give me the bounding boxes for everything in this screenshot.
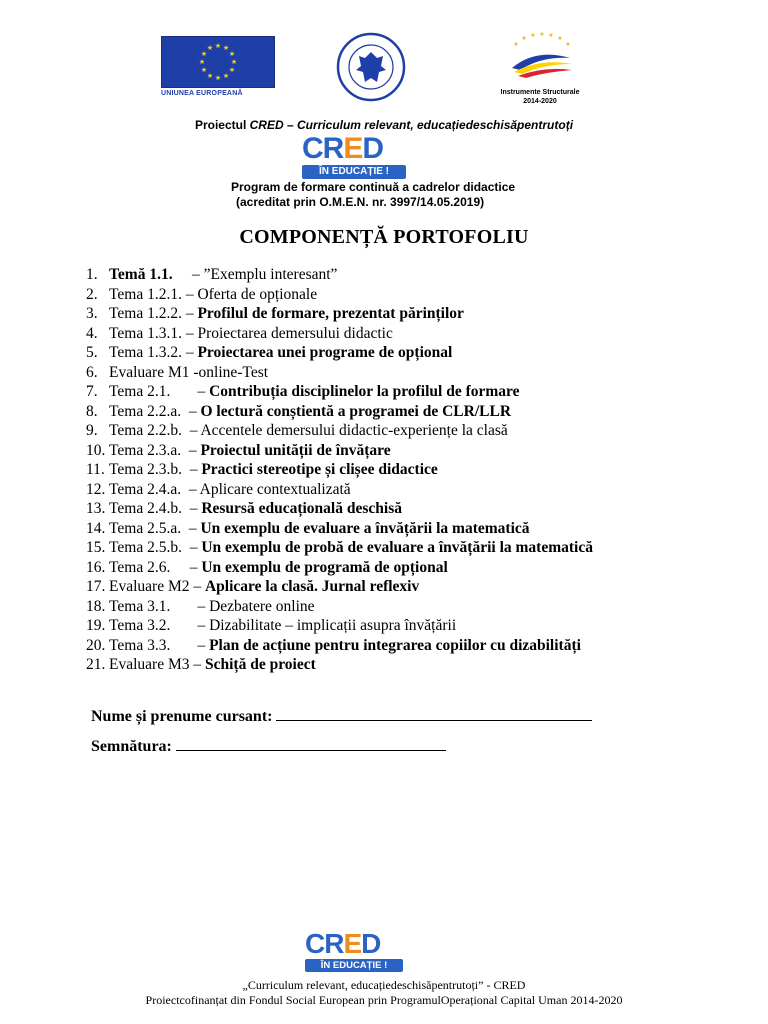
item-text: Practici stereotipe și clișee didactice [201,461,438,478]
name-field-label: Nume și prenume cursant: [91,708,277,725]
svg-text:★: ★ [228,50,236,58]
item-number: 5. [86,344,98,361]
item-number: 8. [86,402,98,420]
item-text: Un exemplu de evaluare a învățării la matematică [200,519,530,537]
item-text: Schiță de proiect [204,656,316,673]
item-code: Tema 2.3.a. [109,441,182,459]
name-field [91,706,592,726]
item-separator: – [189,578,205,595]
name-field-line[interactable] [276,706,592,721]
item-number: 6. [86,363,98,381]
footer-cred-logo-word: CRED [305,928,381,959]
item-text: Oferta de opționale [197,285,318,303]
item-code: Tema 1.2.2. [109,305,182,322]
item-code: Evaluare M2 [109,578,190,595]
item-text: Proiectarea demersului didactic [197,324,393,342]
item-separator: – [181,480,200,498]
item-separator: – [181,519,201,537]
item-separator: – [170,636,210,654]
item-number: 21. [86,656,106,673]
item-separator: – [170,558,202,576]
list-item [86,519,726,539]
list-item [86,655,726,675]
list-item [86,421,726,441]
signature-field [91,736,446,756]
item-separator: – [181,344,198,361]
item-number: 1. [86,266,98,283]
item-code: Tema 3.2. [109,617,171,634]
item-text: Dezbatere online [209,597,315,615]
eu-flag-icon [161,36,275,88]
list-item [86,285,726,305]
item-separator: – [181,305,198,322]
svg-text:★: ★ [200,66,208,74]
item-text: Aplicare la clasă. Jurnal reflexiv [204,578,420,595]
svg-text:★: ★ [548,32,554,39]
svg-text:★: ★ [214,74,222,82]
item-text: Accentele demersului didactic-experiențe la clasă [200,422,508,439]
item-separator: – [189,656,205,673]
svg-text:★: ★ [198,58,206,66]
item-number: 16. [86,558,106,576]
svg-text:★: ★ [539,31,545,38]
list-item [86,480,726,500]
item-code: Evaluare M3 [109,656,190,673]
item-separator: – [170,597,210,615]
svg-text:★: ★ [214,42,222,50]
item-text: Dizabilitate – implicații asupra învățării [209,617,457,634]
item-separator: – [181,402,201,420]
list-item [86,382,726,402]
item-number: 14. [86,519,106,537]
item-code: Tema 2.4.b. [109,500,182,517]
item-code: Tema 2.6. [109,558,171,576]
item-text: Plan de acțiune pentru integrarea copiilor cu dizabilități [209,636,581,654]
item-code: Tema 2.2.b. [109,422,182,439]
item-code: Evaluare M1 [109,363,190,381]
item-number: 18. [86,597,106,615]
item-code: Tema 2.3.b. [109,461,182,478]
list-item [86,597,726,617]
instruments-caption-line2: 2014-2020 [523,98,557,105]
svg-text:★: ★ [230,58,238,66]
svg-text:★: ★ [530,32,536,39]
footer-cred-logo-band: ÎN EDUCAȚIE ! [305,959,403,972]
item-text: Resursă educațională deschisă [201,500,402,517]
item-code: Tema 2.4.a. [109,480,182,498]
item-separator: – [170,383,210,400]
footer-cred-logo [305,930,405,974]
list-item [86,499,726,519]
item-code: Tema 3.1. [109,597,171,615]
item-number: 11. [86,461,105,478]
list-item [86,363,726,383]
item-number: 12. [86,480,106,498]
item-code: Tema 3.3. [109,636,171,654]
item-number: 2. [86,285,98,303]
portfolio-items-list [86,265,726,675]
list-item [86,402,726,422]
list-item [86,324,726,344]
item-separator: – [172,266,204,283]
list-item [86,577,726,597]
svg-text:★: ★ [228,66,236,74]
item-separator: – [181,461,202,478]
list-item [86,304,726,324]
accreditation-line: (acreditat prin O.M.E.N. nr. 3997/14.05.2019) [236,195,485,209]
svg-text:★: ★ [513,41,519,48]
item-separator: – [181,324,198,342]
item-text: ”Exemplu interesant” [203,266,338,283]
item-text: online-Test [198,363,269,381]
item-number: 3. [86,305,98,322]
item-number: 13. [86,500,106,517]
svg-text:★: ★ [206,72,214,80]
svg-text:★: ★ [206,44,214,52]
item-text: Proiectul unității de învățare [200,441,391,459]
document-title: COMPONENȚĂ PORTOFOLIU [239,226,529,248]
item-separator: – [170,617,210,634]
eu-logo [161,36,275,100]
cred-logo-word: CRED [302,132,384,165]
signature-field-line[interactable] [176,736,446,751]
header-logos [0,31,768,108]
item-code: Tema 1.2.1. [109,285,182,303]
signature-field-label: Semnătura: [91,738,176,755]
item-number: 10. [86,441,106,459]
item-separator: – [181,422,201,439]
project-prefix: Proiectul [194,118,250,132]
item-code: Tema 2.5.b. [109,539,182,556]
cred-logo-band: ÎN EDUCAȚIE ! [302,165,406,179]
list-item [86,343,726,363]
item-separator: - [189,363,199,381]
list-item [86,616,726,636]
svg-text:★: ★ [557,35,563,42]
project-line [0,118,768,132]
item-number: 4. [86,324,98,342]
item-number: 7. [86,383,98,400]
item-code: Tema 1.3.1. [109,324,182,342]
list-item [86,460,726,480]
item-number: 19. [86,617,106,634]
list-item [86,636,726,656]
list-item [86,558,726,578]
item-separator: – [181,500,202,517]
item-code: Tema 2.2.a. [109,402,182,420]
item-text: Aplicare contextualizată [199,480,351,498]
svg-text:★: ★ [200,50,208,58]
item-number: 17. [86,578,106,595]
item-text: Profilul de formare, prezentat părinților [197,305,464,322]
item-separator: – [181,285,198,303]
list-item [86,538,726,558]
list-item [86,441,726,461]
svg-text:★: ★ [222,44,230,52]
project-name: CRED – Curriculum relevant, educațiedeschisăpentrutoți [249,118,574,132]
item-code: Tema 2.5.a. [109,519,182,537]
item-text: Contribuția disciplinelor la profilul de formare [209,383,520,400]
item-number: 20. [86,636,106,654]
instruments-caption-line1: Instrumente Structurale [500,89,580,96]
svg-text:★: ★ [565,41,571,48]
cred-logo [302,134,410,180]
item-code: Tema 2.1. [109,383,171,400]
item-separator: – [181,441,201,459]
item-text: Un exemplu de probă de evaluare a învățării la matematică [201,539,593,556]
item-code: Temă 1.1. [109,266,173,283]
item-text: O lectură conștientă a programei de CLR/LLR [200,402,512,420]
item-number: 15. [86,539,106,556]
item-text: Un exemplu de programă de opțional [201,558,448,576]
item-number: 9. [86,422,98,439]
item-separator: – [181,539,202,556]
government-seal-icon [336,32,406,102]
eu-caption: UNIUNEA EUROPEANĂ [161,90,243,97]
footer-line-2: Proiectcofinanțat din Fondul Social European prin ProgramulOperațional Capital Uman 2014-2020 [145,993,623,1007]
program-line: Program de formare continuă a cadrelor didactice [231,180,516,194]
item-code: Tema 1.3.2. [109,344,182,361]
list-item [86,265,726,285]
svg-text:★: ★ [222,72,230,80]
footer-line-1: „Curriculum relevant, educațiedeschisăpentrutoți” - CRED [242,978,526,992]
svg-text:★: ★ [521,35,527,42]
item-text: Proiectarea unei programe de opțional [197,344,453,361]
structural-instruments-caption [494,88,586,106]
